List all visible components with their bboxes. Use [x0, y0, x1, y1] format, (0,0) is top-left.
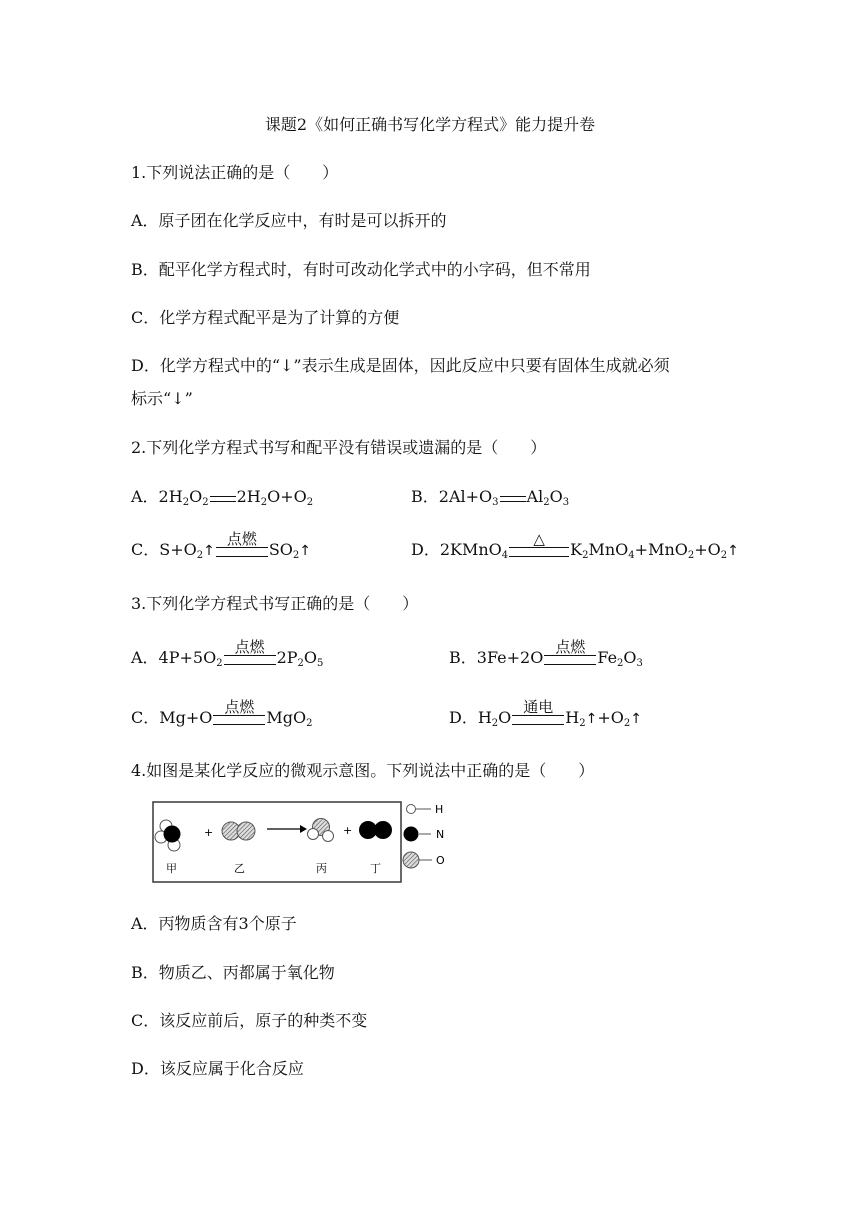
- q1-option-a: A．原子团在化学反应中，有时是可以拆开的: [131, 211, 447, 230]
- legend-hydrogen: [407, 803, 444, 816]
- q4-stem: 4.如图是某化学反应的微观示意图。下列说法中正确的是（ ）: [131, 761, 595, 780]
- q3-stem: 3.下列化学方程式书写正确的是（ ）: [131, 594, 419, 613]
- reaction-arrow: [267, 825, 307, 833]
- q2-option-d: D．2KMnO$_4$ △ $K_2MnO_4+MnO_2+O_2↑$: [411, 529, 739, 561]
- label-jia: 甲: [166, 862, 177, 875]
- q4-option-a: A．丙物质含有3个原子: [131, 914, 297, 933]
- plus-sign-2: +: [343, 824, 353, 837]
- svg-text:O: O: [436, 854, 445, 867]
- q2-option-a: A．$2H_2O_2$ $2H_2O+O_2$: [131, 487, 314, 508]
- q4-option-d: D．该反应属于化合反应: [131, 1059, 304, 1078]
- q4-option-b: B．物质乙、丙都属于氧化物: [131, 963, 335, 982]
- q2-stem: 2.下列化学方程式书写和配平没有错误或遗漏的是（ ）: [131, 438, 547, 457]
- q1-option-b: B．配平化学方程式时，有时可改动化学式中的小字码，但不常用: [131, 260, 591, 279]
- label-bing: 丙: [316, 862, 327, 875]
- q3-option-c: C．Mg+O 点燃 MgO$_2$: [131, 697, 313, 729]
- ignite-condition: 点燃: [224, 655, 276, 665]
- q2-option-b: B．$2Al+O_3$ $Al_2O_3$: [411, 487, 570, 508]
- label-ding: 丁: [370, 862, 381, 875]
- q3-option-b: B．3Fe+2O 点燃 $Fe_2O_3$: [449, 637, 643, 669]
- svg-text:H: H: [435, 803, 444, 816]
- plus-sign-1: +: [204, 826, 214, 839]
- page-title: 课题2《如何正确书写化学方程式》能力提升卷: [264, 115, 596, 134]
- molecule-water: [308, 819, 334, 842]
- q4-option-c: C．该反应前后，原子的种类不变: [131, 1011, 368, 1030]
- q3-option-d: D．$H_2O$ 通电 $H_2↑+O_2↑$: [449, 697, 642, 729]
- legend-oxygen: [403, 852, 445, 868]
- electrolysis-condition: 通电: [512, 715, 564, 725]
- svg-text:N: N: [436, 828, 445, 841]
- q3-option-a: A．$4P+5O_2$ 点燃 $2P_2O_5$: [131, 637, 324, 669]
- q1-option-d-line2: 标示“↓”: [131, 389, 193, 408]
- label-yi: 乙: [234, 862, 245, 875]
- molecule-nitrogen: [359, 821, 392, 839]
- q1-option-c: C．化学方程式配平是为了计算的方便: [131, 308, 400, 327]
- diagram-frame: [153, 802, 401, 882]
- q2-option-c: C．$S+O_2↑$ 点燃 $SO_2↑$: [131, 529, 312, 561]
- q1-option-d-line1: D．化学方程式中的“↓”表示生成是固体，因此反应中只要有固体生成就必须: [131, 356, 670, 375]
- q1-stem: 1.下列说法正确的是（ ）: [131, 163, 339, 182]
- ignite-condition: 点燃: [213, 715, 265, 725]
- heat-condition: △: [509, 547, 569, 557]
- ignite-condition: 点燃: [544, 655, 596, 665]
- ignite-condition: 点燃: [216, 547, 268, 557]
- legend-nitrogen: [404, 827, 445, 842]
- molecule-oxygen: [222, 822, 255, 840]
- molecule-ammonia: [155, 820, 181, 851]
